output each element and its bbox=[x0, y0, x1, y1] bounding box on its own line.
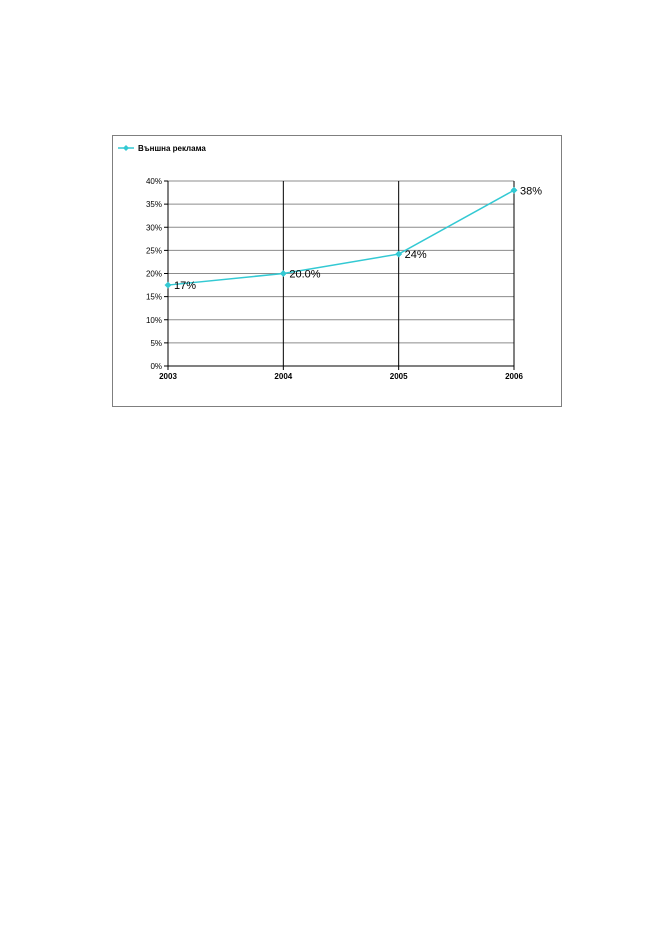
y-tick-label: 20% bbox=[145, 269, 162, 279]
y-tick-label: 30% bbox=[145, 223, 162, 233]
y-tick-label: 5% bbox=[150, 338, 162, 348]
y-tick-label: 35% bbox=[145, 200, 162, 210]
data-label: 20.0% bbox=[289, 268, 321, 281]
data-label: 24% bbox=[404, 249, 427, 262]
data-point bbox=[165, 282, 171, 288]
x-tick-label: 2003 bbox=[159, 372, 177, 381]
y-tick-label: 15% bbox=[145, 292, 162, 302]
data-point bbox=[280, 270, 286, 276]
y-tick-label: 0% bbox=[150, 362, 162, 371]
x-tick-label: 2004 bbox=[274, 372, 293, 381]
x-tick-label: 2006 bbox=[505, 372, 523, 381]
y-tick-label: 25% bbox=[145, 246, 162, 256]
data-point bbox=[511, 187, 517, 193]
data-label: 38% bbox=[520, 185, 543, 198]
data-label: 17% bbox=[174, 280, 197, 293]
y-tick-label: 40% bbox=[145, 177, 162, 186]
data-point bbox=[395, 251, 401, 257]
legend-label: Външна реклама bbox=[138, 144, 206, 153]
y-tick-label: 10% bbox=[145, 315, 162, 325]
legend-marker bbox=[123, 145, 129, 151]
x-tick-label: 2005 bbox=[389, 372, 408, 381]
